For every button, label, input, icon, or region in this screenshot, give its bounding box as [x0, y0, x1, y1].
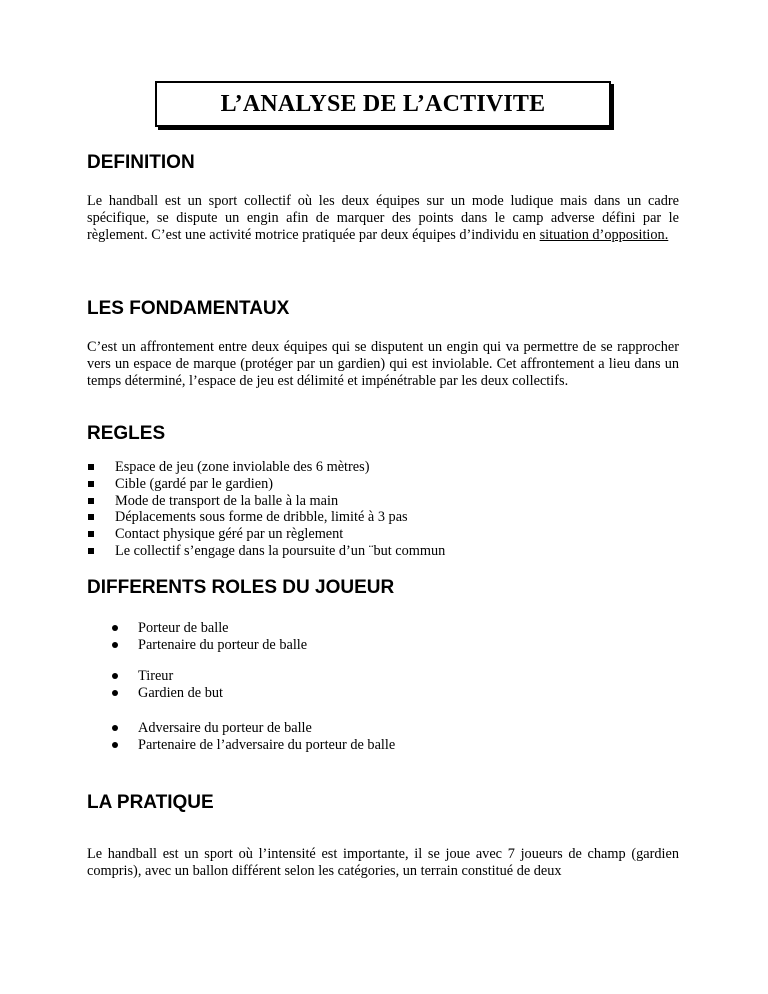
list-item [138, 620, 307, 637]
regles-list [115, 459, 445, 560]
list-item [138, 720, 395, 737]
bullet-icon [112, 642, 118, 648]
roles-group-2 [138, 668, 223, 702]
regle-item-text: Espace de jeu (zone inviolable des 6 mètres) [115, 459, 370, 475]
square-bullet-icon [88, 531, 94, 537]
pratique-paragraph: Le handball est un sport où l’intensité est importante, il se joue avec 7 joueurs de champ (gardien compris), avec un ballon différent selon les catégories, un terrain constitué de deux [87, 846, 679, 879]
regles-heading: REGLES [87, 423, 166, 444]
list-item [115, 476, 445, 493]
role-item-text: Partenaire de l’adversaire du porteur de balle [138, 736, 396, 753]
bullet-icon [112, 725, 118, 731]
definition-heading: DEFINITION [87, 152, 195, 173]
list-item [115, 509, 445, 526]
bullet-icon [112, 742, 118, 748]
definition-paragraph [87, 193, 679, 244]
list-item [138, 685, 223, 702]
list-item [138, 668, 223, 685]
regle-item-text: Le collectif s’engage dans la poursuite d’un ¨but commun [115, 542, 446, 559]
regle-item-text: Mode de transport de la balle à la main [115, 492, 339, 509]
role-item-text: Porteur de balle [138, 620, 229, 636]
role-item-text: Adversaire du porteur de balle [138, 720, 312, 736]
square-bullet-icon [88, 464, 94, 470]
regle-item-text: Déplacements sous forme de dribble, limité à 3 pas [115, 509, 408, 526]
square-bullet-icon [88, 498, 94, 504]
bullet-icon [112, 625, 118, 631]
fondamentaux-paragraph: C’est un affrontement entre deux équipes qui se disputent un engin qui va permettre de se rapprocher vers un espace de marque (protéger par un gardien) qui est inviolable. Cet affrontement a lieu dans un temps déterminé, l’espace de jeu est délimité et impénétrable par les deux collectifs. [87, 339, 679, 389]
square-bullet-icon [88, 481, 94, 487]
list-item [138, 637, 307, 654]
bullet-icon [112, 690, 118, 696]
square-bullet-icon [88, 514, 94, 520]
regle-item-text: Cible (gardé par le gardien) [115, 475, 273, 492]
title-box [155, 81, 611, 127]
pratique-heading: LA PRATIQUE [87, 792, 214, 813]
bullet-icon [112, 673, 118, 679]
list-item [115, 493, 445, 510]
roles-heading: DIFFERENTS ROLES DU JOUEUR [87, 577, 395, 598]
regle-item-text: Contact physique géré par un règlement [115, 526, 344, 543]
square-bullet-icon [88, 548, 94, 554]
roles-group-3 [138, 720, 395, 754]
role-item-text: Tireur [138, 668, 174, 684]
fondamentaux-heading: LES FONDAMENTAUX [87, 298, 290, 319]
role-item-text: Gardien de but [138, 684, 223, 701]
list-item [115, 459, 445, 476]
list-item [115, 543, 445, 560]
definition-text: Le handball est un sport collectif où les deux équipes sur un mode ludique mais dans un cadre spécifique, se dispute un engin afin de marquer des points dans le camp adverse défini par le règlement. C’est une activité motrice pratiquée par deux équipes d’individu en [87, 193, 679, 243]
list-item [138, 737, 395, 754]
role-item-text: Partenaire du porteur de balle [138, 636, 308, 653]
page-title: L’ANALYSE DE L’ACTIVITE [220, 90, 546, 117]
list-item [115, 526, 445, 543]
roles-group-1 [138, 620, 307, 654]
definition-underlined-text: situation d’opposition. [539, 227, 669, 243]
